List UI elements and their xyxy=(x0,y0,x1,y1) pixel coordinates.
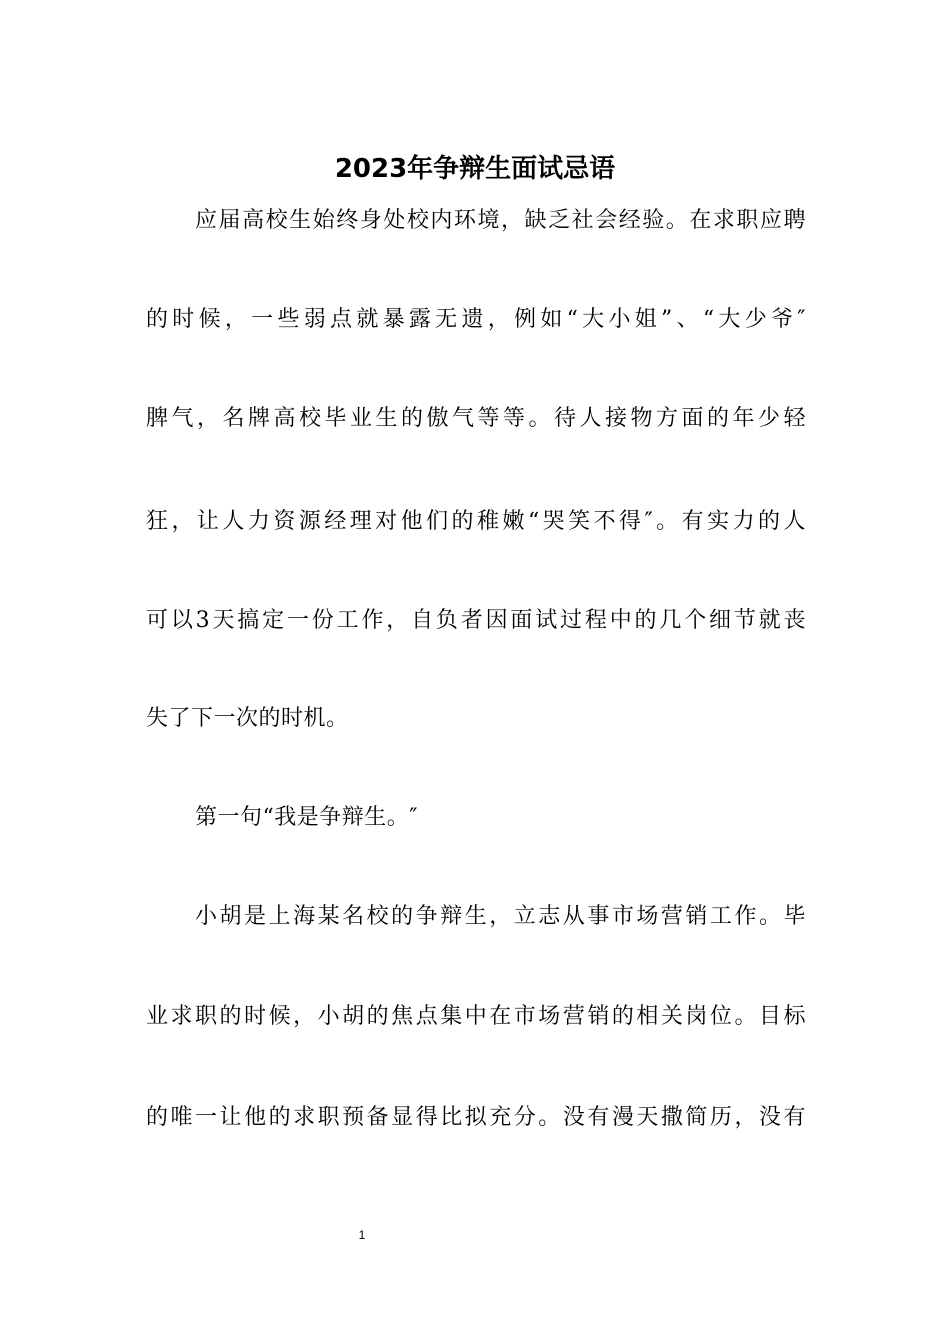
paragraph-line: 的唯一让他的求职预备显得比拟充分。没有漫天撒简历，没有 xyxy=(146,1105,806,1130)
paragraph-line: 应届高校生始终身处校内环境，缺乏社会经验。在求职应聘 xyxy=(195,208,806,233)
page-number: 1 xyxy=(358,1228,366,1242)
page-title: 2023年争辩生面试忌语 xyxy=(334,154,616,185)
paragraph-line: 业求职的时候，小胡的焦点集中在市场营销的相关岗位。目标 xyxy=(146,1004,806,1029)
paragraph-line: 狂，让人力资源经理对他们的稚嫩“哭笑不得″。有实力的人 xyxy=(146,509,806,534)
paragraph-line: 的时候，一些弱点就暴露无遗，例如“大小姐”、“大少爷″ xyxy=(146,307,806,332)
paragraph-line: 小胡是上海某名校的争辩生，立志从事市场营销工作。毕 xyxy=(195,904,806,929)
section-heading: 第一句“我是争辩生。″ xyxy=(195,805,418,830)
paragraph-line: 失了下一次的时机。 xyxy=(146,706,349,731)
paragraph-line: 脾气，名牌高校毕业生的傲气等等。待人接物方面的年少轻 xyxy=(146,406,806,431)
paragraph-line: 可以3天搞定一份工作，自负者因面试过程中的几个细节就丧 xyxy=(146,608,806,633)
